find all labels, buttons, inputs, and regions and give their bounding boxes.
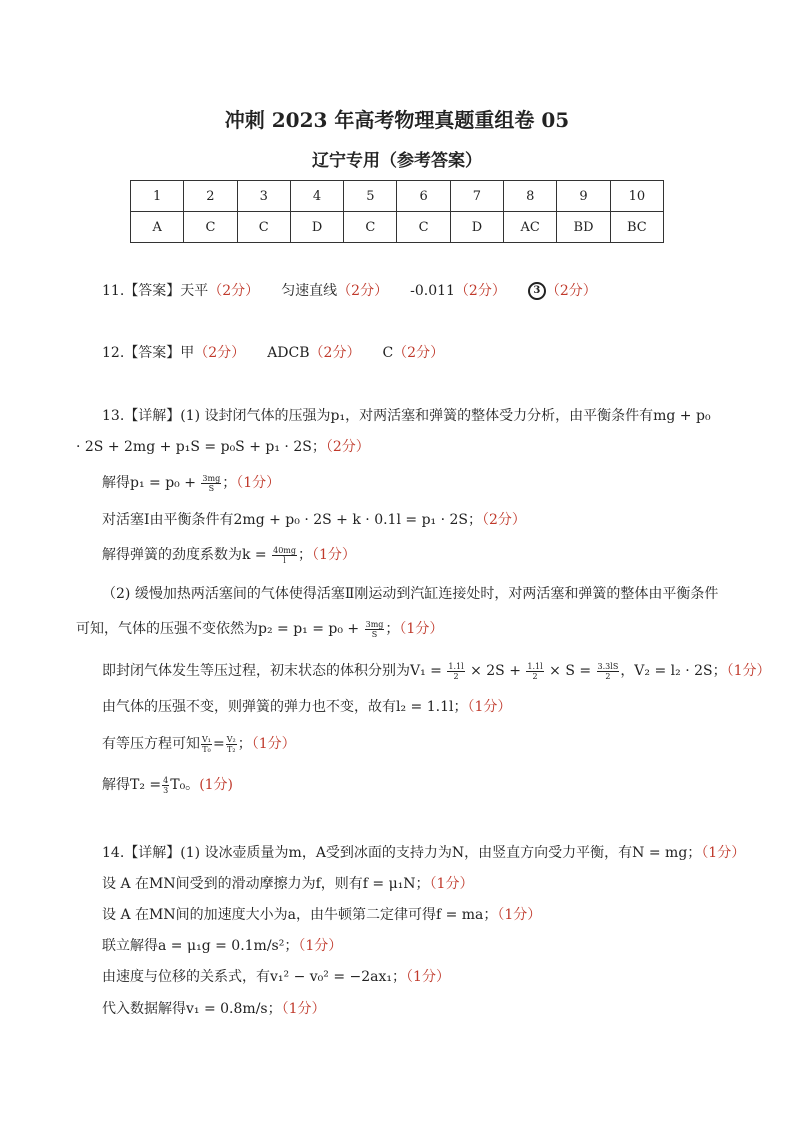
- fraction-numerator: 4: [163, 775, 169, 785]
- q13-score: （1分）: [467, 699, 512, 715]
- q13-equation-text: 可知，气体的压强不变依然为p₂ = p₁ = p₀ +: [76, 621, 360, 637]
- q13-equation-text: =: [212, 736, 225, 752]
- q14-equation-text: 联立解得a = μ₁g = 0.1m/s²；: [102, 938, 299, 954]
- q14-equation-text: 14.【详解】(1) 设冰壶质量为m，A受到冰面的支持力为N，由竖直方向受力平衡，有N = mg；: [102, 845, 702, 861]
- fraction-denominator: 2: [605, 671, 611, 681]
- q13-score: （1分）: [399, 621, 444, 637]
- table-cell: 6: [397, 181, 450, 212]
- q12-score-2: （2分）: [309, 345, 361, 361]
- q13-equation-text: 解得p₁ = p₀ +: [102, 475, 196, 491]
- q11-answer-2: 匀速直线: [281, 283, 338, 299]
- q13-line-11: [102, 775, 233, 795]
- fraction-denominator: 3: [163, 785, 169, 795]
- q13-score: （1分）: [312, 547, 356, 563]
- q13-equation-text: ；: [222, 475, 237, 491]
- q13-score: （1分）: [236, 475, 281, 491]
- q12-score-3: （2分）: [393, 345, 445, 361]
- q14-line-1: [102, 843, 745, 863]
- q13-equation-text: 解得T₂ =: [102, 777, 162, 793]
- q13-line-2: [76, 437, 370, 457]
- table-cell: D: [290, 212, 343, 243]
- q14-equation-text: 设 A 在MN间的加速度大小为a，由牛顿第二定律可得f = ma；: [102, 907, 498, 923]
- q11-answer-1: 天平: [180, 283, 209, 299]
- q13-equation-text: ；: [298, 547, 313, 563]
- q13-line-9: [102, 697, 511, 717]
- q13-equation-text: 解得弹簧的劲度系数为k =: [102, 547, 267, 563]
- fraction: [526, 662, 543, 681]
- q14-score: （1分）: [281, 1001, 326, 1017]
- q12-answer-line: [102, 343, 444, 363]
- table-cell: 5: [344, 181, 397, 212]
- q12-answer-3: C: [382, 345, 394, 361]
- q13-line-7: [76, 619, 443, 639]
- q14-line-5: [102, 967, 450, 987]
- table-cell: 2: [184, 181, 237, 212]
- q13-line-10: [102, 734, 296, 754]
- table-row-answers: [131, 212, 664, 243]
- fraction: [226, 735, 237, 754]
- table-cell: 10: [610, 181, 663, 212]
- table-cell: A: [131, 212, 184, 243]
- fraction-numerator: 1.1l: [527, 661, 543, 671]
- q12-answer-2: ADCB: [267, 345, 310, 361]
- q13-equation-text: 即封闭气体发生等压过程，初末状态的体积分别为V₁ =: [102, 663, 442, 679]
- q11-score-4: （2分）: [545, 283, 597, 299]
- fraction-numerator: 3.3lS: [597, 661, 619, 671]
- fraction-numerator: V₂: [226, 734, 236, 744]
- q13-score: (1分): [199, 777, 234, 793]
- q14-score: （1分）: [298, 938, 343, 954]
- table-cell: C: [344, 212, 397, 243]
- q14-line-2: [102, 874, 473, 894]
- fraction: [597, 662, 620, 681]
- q13-score: （2分）: [325, 439, 370, 455]
- q13-score: （1分）: [251, 736, 296, 752]
- table-cell: 8: [504, 181, 557, 212]
- q11-score-3: （2分）: [454, 283, 506, 299]
- fraction-numerator: V₁: [202, 734, 211, 744]
- q13-line-3: [102, 473, 280, 493]
- fraction-denominator: 2: [453, 671, 459, 681]
- q14-line-3: [102, 905, 541, 925]
- fraction: [201, 735, 212, 754]
- q13-equation-text: · 2S + 2mg + p₁S = p₀S + p₁ · 2S；: [76, 439, 326, 455]
- fraction-denominator: T₀: [202, 744, 211, 754]
- q12-score-1: （2分）: [194, 345, 246, 361]
- q13-score: （2分）: [482, 512, 526, 528]
- fraction: [447, 662, 464, 681]
- fraction: [365, 620, 385, 639]
- q13-line-1: 13.【详解】(1) 设封闭气体的压强为p₁，对两活塞和弹簧的整体受力分析，由平衡条件有mg + p₀: [102, 408, 711, 424]
- q13-equation-text: 对活塞Ⅰ由平衡条件有2mg + p₀ · 2S + k · 0.1l = p₁ · 2S；: [102, 512, 482, 528]
- table-cell: BC: [610, 212, 663, 243]
- q14-line-4: [102, 936, 342, 956]
- fraction-denominator: S: [208, 483, 215, 493]
- q13-line-4: [102, 510, 526, 530]
- q13-equation-text: × S =: [549, 663, 592, 679]
- q14-equation-text: 代入数据解得v₁ = 0.8m/s；: [102, 1001, 282, 1017]
- q13-line-6: （2) 缓慢加热两活塞间的气体使得活塞Ⅱ刚运动到汽缸连接处时，对两活塞和弹簧的整体由平衡条件: [102, 586, 719, 602]
- table-row-numbers: [131, 181, 664, 212]
- fraction-denominator: 2: [532, 671, 538, 681]
- fraction: [162, 776, 169, 795]
- q13-equation-text: × 2S +: [470, 663, 521, 679]
- q13-equation-text: ；: [385, 621, 400, 637]
- q11-label: 11.【答案】: [102, 283, 181, 299]
- page-subtitle: 辽宁专用（参考答案）: [312, 151, 482, 171]
- answer-table: [130, 180, 664, 243]
- q11-score-2: （2分）: [337, 283, 389, 299]
- q14-score: （1分）: [701, 845, 746, 861]
- fraction-numerator: 3mg: [202, 473, 221, 483]
- q11-score-1: （2分）: [208, 283, 260, 299]
- fraction-denominator: l: [283, 555, 286, 565]
- table-cell: C: [237, 212, 290, 243]
- fraction-denominator: T₂: [226, 744, 236, 754]
- fraction-numerator: 40mg: [273, 545, 297, 555]
- fraction: [272, 546, 297, 565]
- q13-score: （1分）: [726, 663, 771, 679]
- table-cell: C: [184, 212, 237, 243]
- fraction: [201, 474, 221, 493]
- fraction-numerator: 3mg: [365, 619, 384, 629]
- table-cell: D: [450, 212, 503, 243]
- q14-score: （1分）: [406, 969, 450, 985]
- fraction-denominator: S: [371, 629, 378, 639]
- q13-equation-text: 有等压方程可知: [102, 736, 200, 752]
- q14-equation-text: 由速度与位移的关系式，有v₁² − v₀² = −2ax₁；: [102, 969, 407, 985]
- table-cell: 1: [131, 181, 184, 212]
- q14-score: （1分）: [497, 907, 542, 923]
- q11-answer-4-circled: 3: [528, 282, 546, 300]
- q13-equation-text: ，V₂ = l₂ · 2S；: [620, 663, 727, 679]
- q11-answer-line: [102, 281, 597, 301]
- q13-line-5: [102, 545, 356, 565]
- q14-line-6: [102, 999, 326, 1019]
- table-cell: C: [397, 212, 450, 243]
- page-title: 冲刺 2023 年高考物理真题重组卷 05: [224, 108, 570, 132]
- fraction-numerator: 1.1l: [448, 661, 464, 671]
- q12-answer-1: 甲: [180, 345, 195, 361]
- q13-line-8: [102, 661, 771, 681]
- table-cell: 9: [557, 181, 610, 212]
- q13-equation-text: ；: [237, 736, 252, 752]
- q14-equation-text: 设 A 在MN间受到的滑动摩擦力为f，则有f = μ₁N；: [102, 876, 430, 892]
- q12-label: 12.【答案】: [102, 345, 181, 361]
- table-cell: 7: [450, 181, 503, 212]
- table-cell: BD: [557, 212, 610, 243]
- q13-equation-text: T₀。: [170, 777, 200, 793]
- table-cell: AC: [504, 212, 557, 243]
- table-cell: 4: [290, 181, 343, 212]
- q13-equation-text: 由气体的压强不变，则弹簧的弹力也不变，故有l₂ = 1.1l；: [102, 699, 468, 715]
- q14-score: （1分）: [429, 876, 474, 892]
- q11-answer-3: -0.011: [410, 283, 455, 299]
- table-cell: 3: [237, 181, 290, 212]
